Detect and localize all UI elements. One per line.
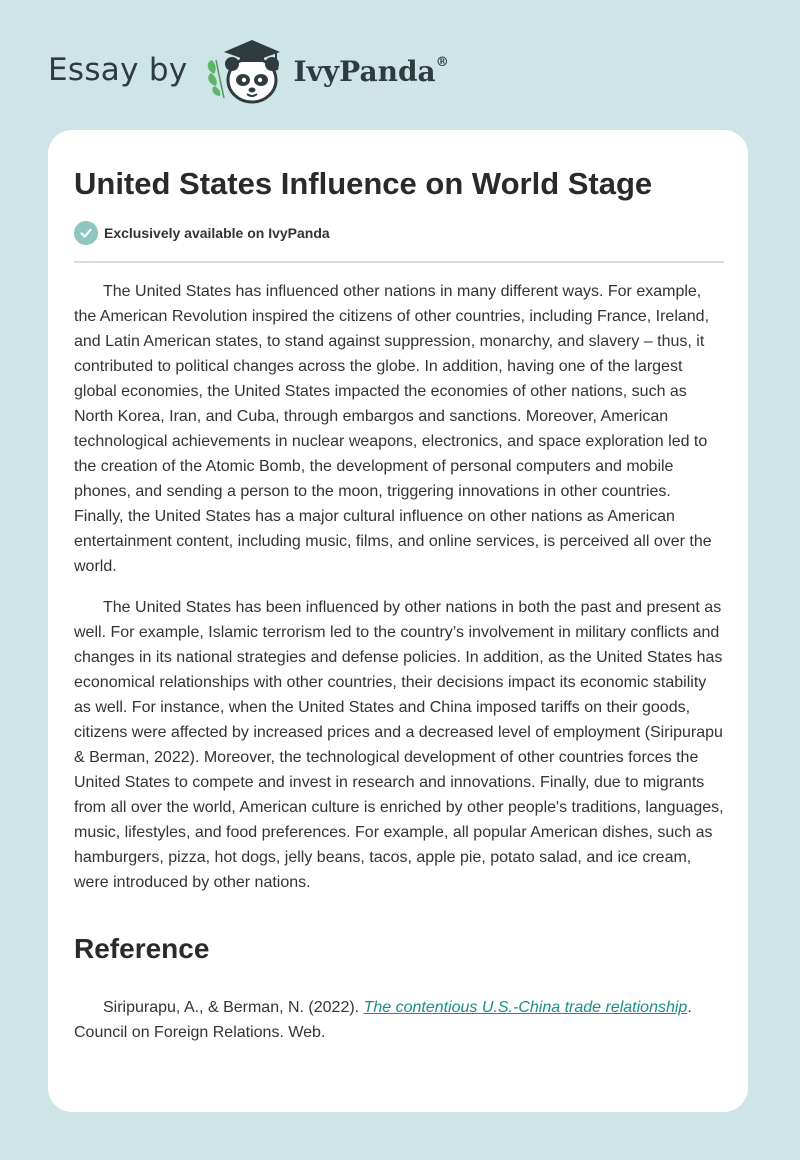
paragraph: The United States has been influenced by other nations in both the past and present as well. For example, Islamic terrorism led to the country’s involvement in military conflicts and changes in its national strategies and defense policies. In addition, as the United States has economical relationships with other countries, their decisions impact its economic stability as well. For instance, when the United States and China imposed tariffs on their goods, citizens were affected by increased prices and a decreased level of employment (Siripurapu & Berman, 2022). Moreover, the technological development of other countries forces the United States to compete and invest in research and innovations. Finally, due to migrants from all over the world, American culture is enriched by other people's traditions, languages, music, lifestyles, and food preferences. For example, all popular American dishes, such as hamburgers, pizza, hot dogs, jelly beans, tacos, apple pie, potato salad, and ice cream, were introduced by other nations.	[74, 599, 724, 891]
checkmark-icon	[74, 221, 98, 245]
page-title: United States Influence on World Stage	[74, 166, 653, 201]
site-header	[48, 30, 488, 110]
exclusive-label: Exclusively available on IvyPanda	[104, 225, 330, 241]
reference-entry: Siripurapu, A., & Berman, N. (2022). The contentious U.S.-China trade relationship. Council on Foreign Relations. Web.	[74, 999, 692, 1041]
brand-name: IvyPanda®	[293, 54, 449, 88]
exclusive-badge	[74, 221, 330, 245]
panda-graduate-icon	[202, 30, 292, 110]
ivypanda-logo[interactable]	[202, 30, 449, 110]
essay-body	[74, 279, 724, 911]
reference-link[interactable]: The contentious U.S.-China trade relationship	[363, 999, 688, 1016]
paragraph: The United States has influenced other nations in many different ways. For example, the American Revolution inspired the citizens of other countries, including France, Ireland, and Latin American states, to stand against suppression, monarchy, and slavery – thus, it contributed to political changes across the globe. In addition, having one of the largest global economies, the United States impacted the economies of other nations, such as North Korea, Iran, and Cuba, through embargos and sanctions. Moreover, American technological achievements in nuclear weapons, electronics, and space exploration led to the creation of the Atomic Bomb, the development of personal computers and mobile phones, and sending a person to the moon, triggering innovations in other countries. Finally, the United States has a major cultural influence on other nations as American entertainment content, including music, films, and online services, is perceived all over the world.	[74, 283, 712, 575]
reference-heading: Reference	[74, 933, 210, 964]
essay-by-label: Essay by	[48, 52, 188, 88]
divider	[74, 261, 724, 263]
essay-card	[48, 130, 748, 1112]
